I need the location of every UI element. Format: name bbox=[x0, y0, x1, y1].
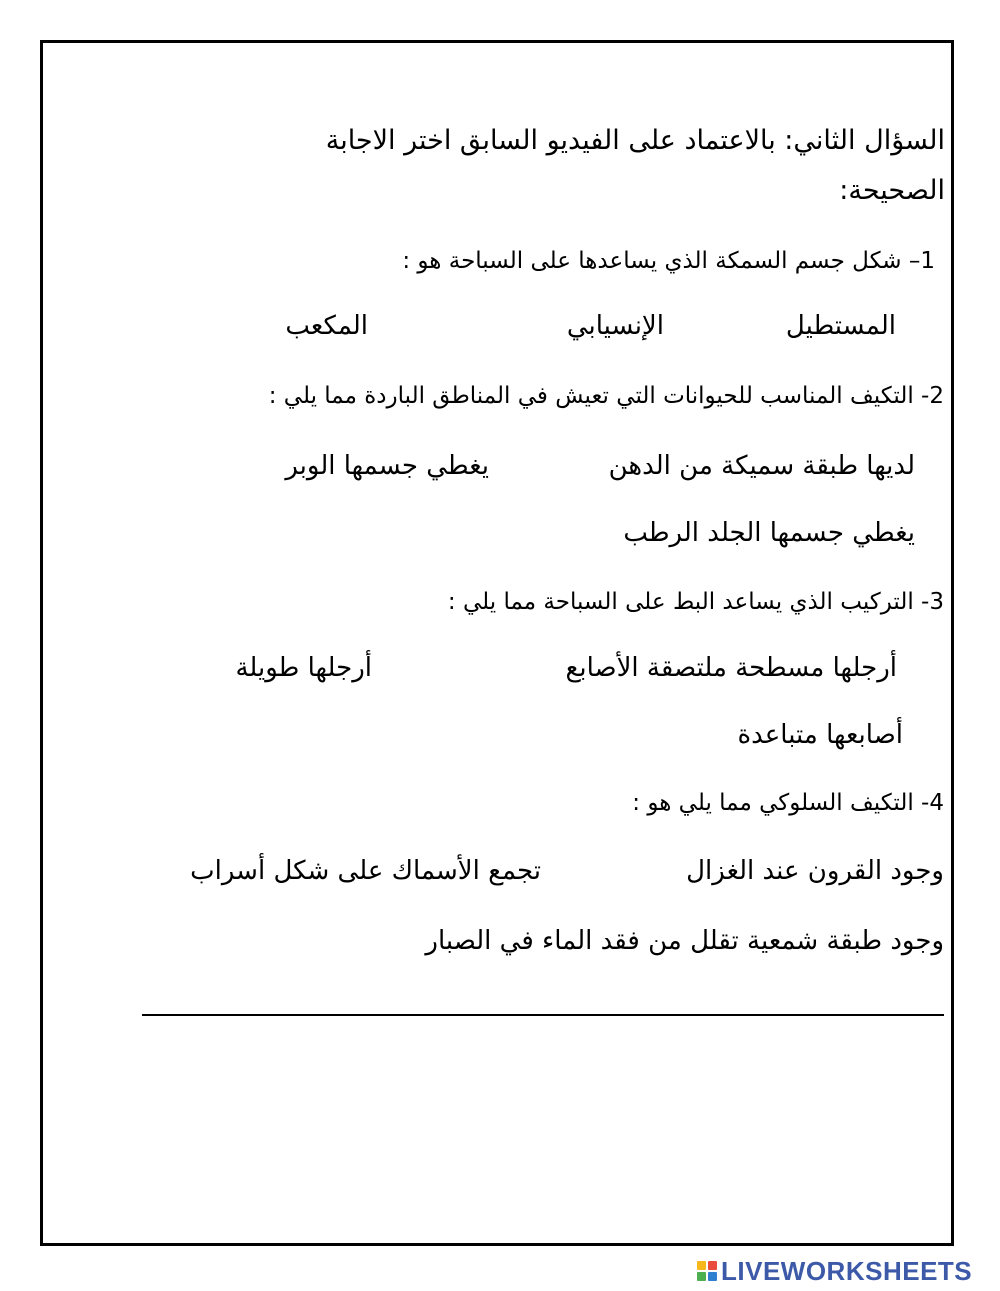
logo-square bbox=[697, 1261, 706, 1270]
liveworksheets-wordmark: LIVEWORKSHEETS bbox=[721, 1256, 973, 1286]
question-2-option-1[interactable]: لديها طبقة سميكة من الدهن bbox=[608, 451, 915, 481]
question-1-option-2[interactable]: الإنسيابي bbox=[566, 311, 664, 341]
question-heading-line2: الصحيحة: bbox=[839, 175, 945, 206]
question-4-option-1[interactable]: وجود القرون عند الغزال bbox=[686, 856, 944, 886]
question-4-option-2[interactable]: تجمع الأسماك على شكل أسراب bbox=[190, 856, 541, 886]
question-3-option-1[interactable]: أرجلها مسطحة ملتصقة الأصابع bbox=[565, 653, 897, 683]
question-1-prompt: 1– شكل جسم السمكة الذي يساعدها على السباحة هو : bbox=[402, 248, 935, 274]
question-1-option-1[interactable]: المستطيل bbox=[785, 311, 896, 341]
liveworksheets-logo-icon bbox=[697, 1261, 717, 1281]
question-2-option-2[interactable]: يغطي جسمها الوبر bbox=[285, 451, 489, 481]
logo-square bbox=[708, 1261, 717, 1270]
question-4-prompt: 4- التكيف السلوكي مما يلي هو : bbox=[632, 790, 944, 816]
question-3-option-2[interactable]: أرجلها طويلة bbox=[235, 653, 372, 683]
question-4-option-3[interactable]: وجود طبقة شمعية تقلل من فقد الماء في الصبار bbox=[425, 926, 944, 956]
question-3-option-3[interactable]: أصابعها متباعدة bbox=[737, 720, 903, 750]
question-heading-line1: السؤال الثاني: بالاعتماد على الفيديو السابق اختر الاجابة bbox=[325, 125, 945, 156]
question-1-option-3[interactable]: المكعب bbox=[285, 311, 368, 341]
logo-square bbox=[708, 1272, 717, 1281]
liveworksheets-brand bbox=[697, 1258, 972, 1284]
question-2-prompt: 2- التكيف المناسب للحيوانات التي تعيش في المناطق الباردة مما يلي : bbox=[268, 383, 944, 409]
worksheet-frame bbox=[40, 40, 954, 1246]
logo-square bbox=[697, 1272, 706, 1281]
question-3-prompt: 3- التركيب الذي يساعد البط على السباحة مما يلي : bbox=[447, 589, 944, 615]
answer-separator-line bbox=[142, 1014, 944, 1016]
question-2-option-3[interactable]: يغطي جسمها الجلد الرطب bbox=[623, 518, 915, 548]
